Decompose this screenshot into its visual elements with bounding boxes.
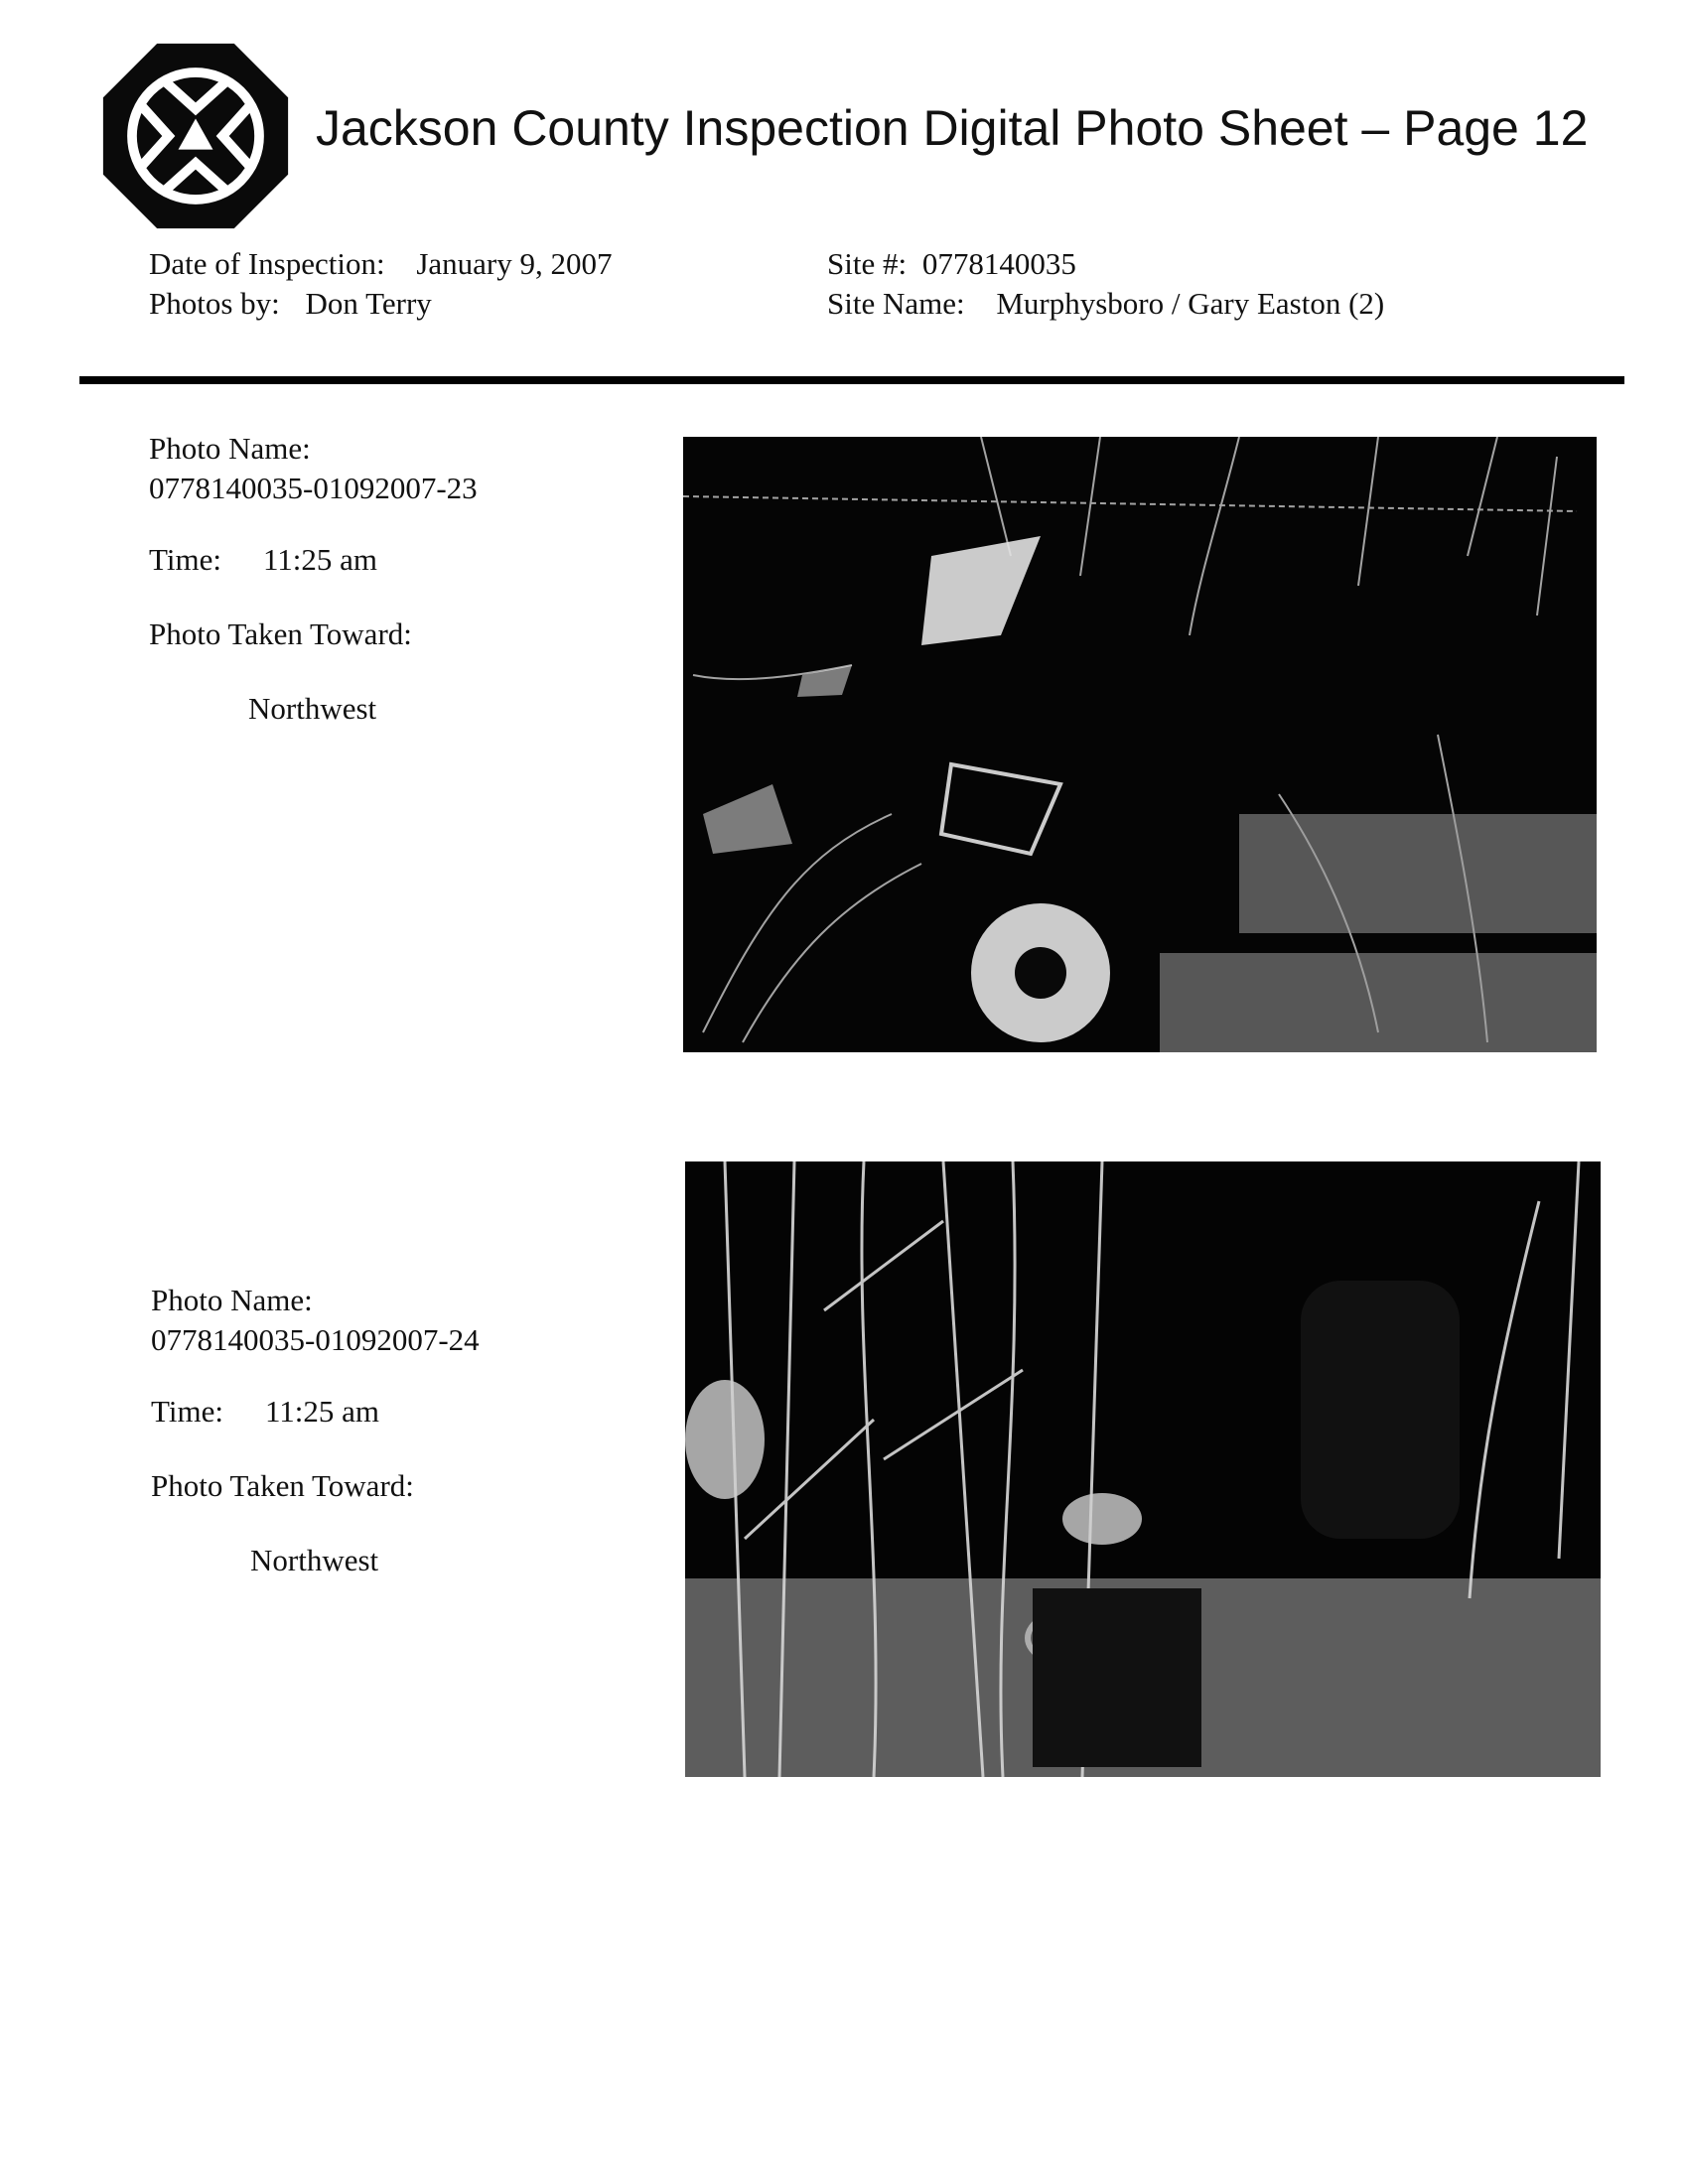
photo-name-label: Photo Name:: [151, 1283, 313, 1317]
county-seal-logo: [99, 40, 292, 232]
time-label: Time:: [151, 1394, 223, 1429]
page-title: Jackson County Inspection Digital Photo Sheet – Page 12: [316, 100, 1589, 156]
site-photo-1: [683, 437, 1597, 1052]
site-name-label: Site Name:: [827, 286, 965, 321]
site-number-label: Site #:: [827, 246, 908, 281]
photo-entry-1: [149, 429, 478, 729]
toward-value: Northwest: [250, 1543, 379, 1577]
time-row: [151, 1392, 480, 1432]
time-label: Time:: [149, 542, 221, 577]
date-row: [149, 244, 613, 284]
time-value: 11:25 am: [262, 542, 378, 577]
photos-by-value: Don Terry: [305, 286, 432, 321]
photo-name-value: 0778140035-01092007-23: [149, 471, 478, 505]
site-photo-2: [685, 1161, 1601, 1777]
inspection-meta-right: [827, 244, 1384, 324]
date-value: January 9, 2007: [416, 246, 613, 281]
date-label: Date of Inspection:: [149, 246, 385, 281]
photos-by-row: [149, 284, 613, 324]
photos-by-label: Photos by:: [149, 286, 280, 321]
inspection-meta-left: [149, 244, 613, 324]
site-name-value: Murphysboro / Gary Easton (2): [996, 286, 1385, 321]
photo-name-value: 0778140035-01092007-24: [151, 1322, 480, 1357]
time-value: 11:25 am: [264, 1394, 380, 1429]
photo-name-label: Photo Name:: [149, 431, 311, 466]
toward-label: Photo Taken Toward:: [151, 1468, 414, 1503]
time-row: [149, 540, 478, 580]
site-number-value: 0778140035: [921, 246, 1076, 281]
photo-entry-2: [151, 1281, 480, 1580]
toward-label: Photo Taken Toward:: [149, 616, 412, 651]
toward-value: Northwest: [248, 691, 377, 726]
header-divider: [79, 376, 1624, 384]
site-number-row: [827, 244, 1384, 284]
site-name-row: [827, 284, 1384, 324]
